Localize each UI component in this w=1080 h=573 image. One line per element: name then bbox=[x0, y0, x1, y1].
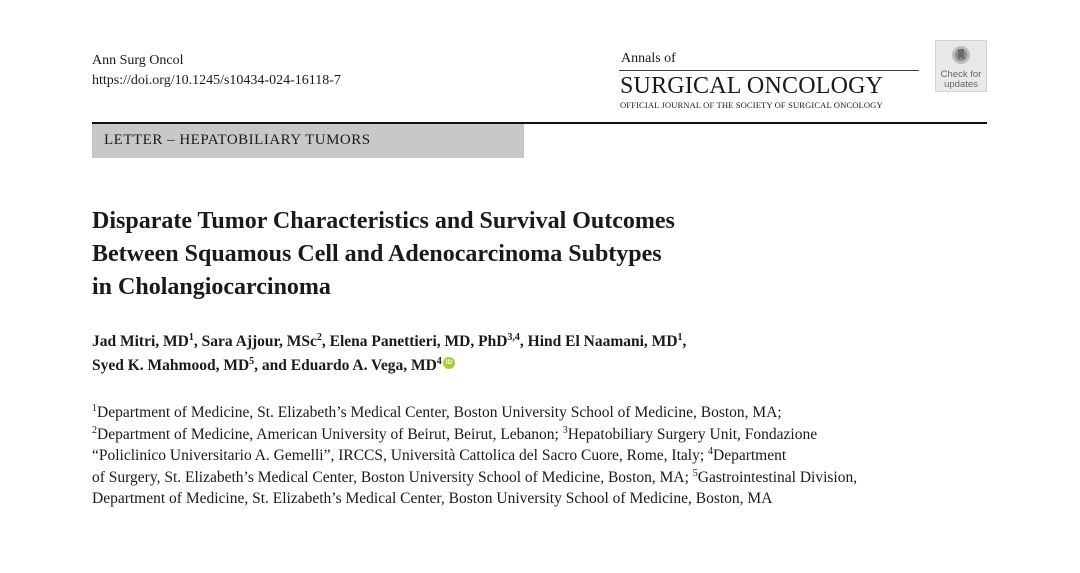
author-separator: , bbox=[321, 333, 330, 350]
affiliation-line bbox=[92, 402, 992, 424]
author-affiliation-sup: 1 bbox=[677, 331, 683, 343]
journal-abbreviation: Ann Surg Oncol bbox=[92, 53, 184, 68]
author-line bbox=[92, 330, 972, 354]
author-name: Syed K. Mahmood, MD bbox=[92, 357, 250, 374]
affiliation-text: Department of Medicine, American University of Beirut, Beirut, Lebanon; bbox=[97, 425, 563, 443]
affiliation-number: 1 bbox=[92, 402, 97, 414]
affiliation-text: Department of Medicine, St. Elizabeth’s Medical Center, Boston University School of Medicine, Boston, MA; bbox=[97, 404, 782, 421]
doi-link[interactable]: https://doi.org/10.1245/s10434-024-16118-7 bbox=[92, 73, 341, 88]
title-line: Disparate Tumor Characteristics and Survival Outcomes bbox=[92, 208, 675, 234]
article-category: LETTER – HEPATOBILIARY TUMORS bbox=[104, 132, 371, 148]
author-name: Eduardo A. Vega, MD bbox=[290, 357, 437, 374]
author-affiliation-sup: 3,4 bbox=[507, 331, 520, 343]
bookmark-circle-icon bbox=[951, 45, 971, 67]
affiliation-number: 4 bbox=[708, 445, 714, 457]
article-category-bar bbox=[92, 124, 524, 158]
author-separator: , bbox=[193, 333, 202, 350]
affiliation-number: 3 bbox=[562, 424, 568, 436]
affiliation-text: of Surgery, St. Elizabeth’s Medical Center, Boston University School of Medicine, Boston, MA; bbox=[92, 468, 693, 486]
affiliation-list bbox=[92, 402, 992, 510]
author-affiliation-sup: 2 bbox=[316, 331, 322, 343]
author-separator: , bbox=[519, 333, 528, 350]
author-separator: , and bbox=[254, 357, 291, 374]
affiliation-number: 5 bbox=[692, 467, 698, 479]
affiliation-number: 2 bbox=[92, 424, 97, 436]
title-line: Between Squamous Cell and Adenocarcinoma Subtypes bbox=[92, 241, 662, 267]
affiliation-line bbox=[92, 424, 992, 446]
affiliation-text: “Policlinico Universitario A. Gemelli”, IRCCS, Università Cattolica del Sacro Cuore, Rome, Italy; bbox=[92, 447, 709, 464]
author-affiliation-sup: 4 bbox=[436, 355, 442, 367]
logo-journal-name: SURGICAL ONCOLOGY bbox=[620, 73, 884, 99]
logo-annals-of: Annals of bbox=[621, 51, 676, 66]
author-list bbox=[92, 330, 972, 378]
article-title bbox=[92, 205, 852, 304]
affiliation-text: Department of Medicine, St. Elizabeth’s Medical Center, Boston University School of Medicine, Boston, MA bbox=[92, 490, 773, 507]
author-name: Sara Ajjour, MSc bbox=[201, 333, 317, 350]
check-for-updates-button[interactable] bbox=[935, 40, 987, 92]
orcid-icon[interactable] bbox=[443, 357, 455, 369]
author-separator: , bbox=[682, 333, 687, 350]
logo-divider bbox=[619, 70, 919, 71]
author-affiliation-sup: 5 bbox=[249, 355, 255, 367]
check-updates-label: Check for updates bbox=[940, 69, 982, 90]
affiliation-text: Gastrointestinal Division, bbox=[697, 468, 858, 486]
author-line bbox=[92, 354, 972, 378]
affiliation-line bbox=[92, 467, 992, 489]
author-name: Jad Mitri, MD bbox=[92, 333, 189, 350]
logo-subtitle: OFFICIAL JOURNAL OF THE SOCIETY OF SURGICAL ONCOLOGY bbox=[620, 100, 883, 110]
author-name: Hind El Naamani, MD bbox=[527, 333, 678, 350]
author-name: Elena Panettieri, MD, PhD bbox=[329, 333, 508, 350]
affiliation-line bbox=[92, 488, 992, 510]
affiliation-text: Department bbox=[713, 447, 787, 464]
affiliation-line bbox=[92, 445, 992, 467]
affiliation-text: Hepatobiliary Surgery Unit, Fondazione bbox=[567, 425, 818, 443]
author-affiliation-sup: 1 bbox=[188, 331, 194, 343]
title-line: in Cholangiocarcinoma bbox=[92, 274, 331, 300]
